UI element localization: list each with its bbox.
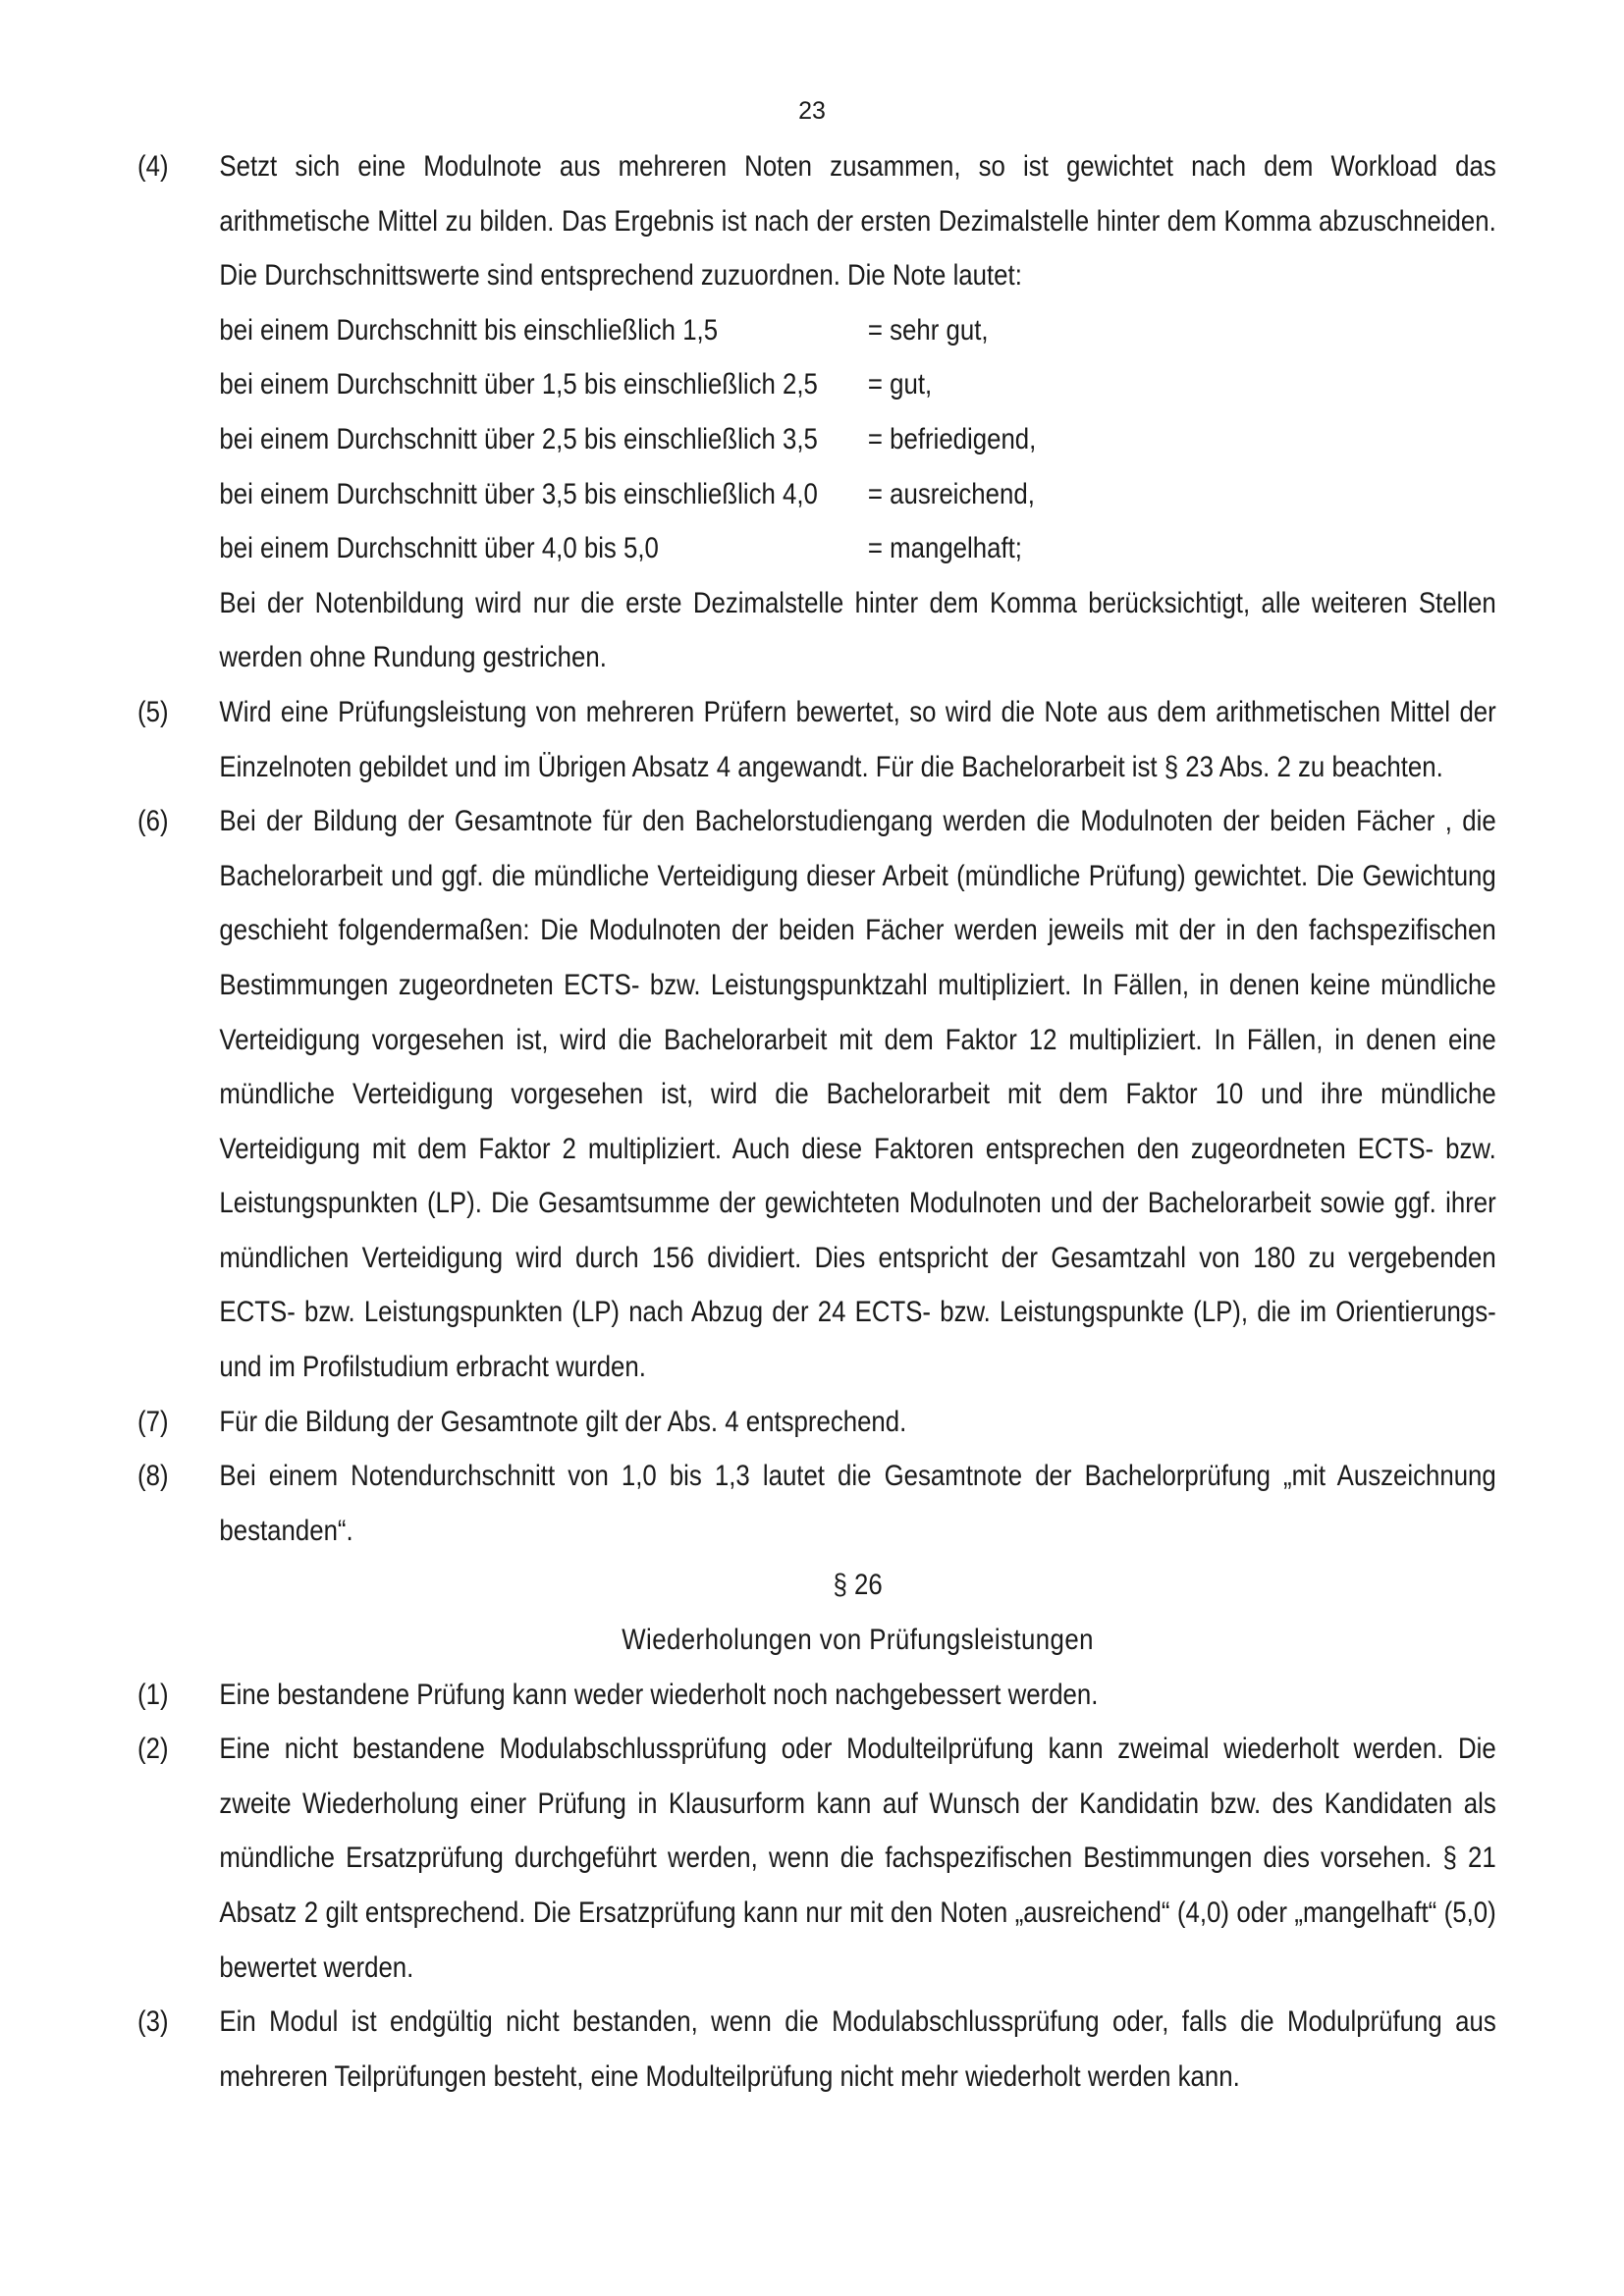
paragraph-text: Bei einem Notendurchschnitt von 1,0 bis 1,3 lautet die Gesamtnote der Bachelorprüfung „mit Auszeichnung bestanden“. [219, 1460, 1496, 1547]
section26-paragraph-2 [137, 1722, 1496, 1995]
paragraph-number: (2) [137, 1733, 169, 1766]
page-content [137, 139, 1496, 2104]
paragraph-number: (7) [137, 1405, 169, 1438]
section-number: § 26 [833, 1569, 883, 1602]
grade-range: bei einem Durchschnitt über 4,0 bis 5,0 [219, 532, 659, 565]
paragraph-text: Ein Modul ist endgültig nicht bestanden, wenn die Modulabschlussprüfung oder, falls die Modulprüfung aus mehreren Teilprüfungen besteht, eine Modulteilprüfung nicht mehr wiederholt werden kann. [219, 2005, 1496, 2093]
grade-range: bei einem Durchschnitt über 1,5 bis einschließlich 2,5 [219, 368, 818, 401]
grade-label: = gut, [867, 368, 933, 401]
grade-row [219, 467, 1495, 522]
grade-row [219, 412, 1495, 467]
paragraph-6 [137, 794, 1496, 1395]
paragraph-4 [137, 139, 1496, 685]
paragraph-text: Eine nicht bestandene Modulabschlussprüfung oder Modulteilprüfung kann zweimal wiederholt werden. Die zweite Wiederholung einer Prüfung in Klausurform kann auf Wunsch der Kandidatin bzw. des Kandidaten als mündliche Ersatzprüfung durchgeführt werden, wenn die fachspezifischen Bestimmungen dies vorsehen. § 21 Absatz 2 gilt entsprechend. Die Ersatzprüfung kann nur mit den Noten „ausreichend“ (4,0) oder „mangelhaft“ (5,0) bewertet werden. [219, 1733, 1496, 1984]
paragraph-number: (1) [137, 1678, 169, 1711]
paragraph-8 [137, 1449, 1496, 1558]
paragraph-number: (8) [137, 1460, 169, 1493]
paragraph-text: Bei der Notenbildung wird nur die erste Dezimalstelle hinter dem Komma berücksichtigt, alle weiteren Stellen werden ohne Rundung gestrichen. [219, 586, 1496, 674]
grade-row [219, 357, 1495, 412]
section-title: Wiederholungen von Prüfungsleistungen [622, 1624, 1094, 1657]
grade-label: = befriedigend, [867, 422, 1037, 455]
paragraph-text: Eine bestandene Prüfung kann weder wiederholt noch nachgebessert werden. [219, 1678, 1099, 1711]
paragraph-number: (4) [137, 150, 169, 183]
section26-paragraph-3 [137, 1995, 1496, 2104]
grade-row [219, 521, 1495, 576]
paragraph-text: Setzt sich eine Modulnote aus mehreren Noten zusammen, so ist gewichtet nach dem Workload das arithmetische Mittel zu bilden. Das Ergebnis ist nach der ersten Dezimalstelle hinter dem Komma abzuschneiden. Die Durchschnittswerte sind entsprechend zuzuordnen. Die Note lautet: [219, 150, 1496, 293]
paragraph-number: (3) [137, 2005, 169, 2039]
grade-range: bei einem Durchschnitt über 2,5 bis einschließlich 3,5 [219, 422, 818, 455]
grade-label: = ausreichend, [867, 477, 1035, 510]
paragraph-5 [137, 685, 1496, 794]
grade-label: = sehr gut, [867, 313, 989, 347]
grade-label: = mangelhaft; [867, 532, 1022, 565]
grade-range: bei einem Durchschnitt bis einschließlich 1,5 [219, 313, 719, 347]
page-number: 23 [798, 97, 826, 125]
grade-range: bei einem Durchschnitt über 3,5 bis einschließlich 4,0 [219, 477, 818, 510]
paragraph-text: Bei der Bildung der Gesamtnote für den Bachelorstudiengang werden die Modulnoten der beiden Fächer , die Bachelorarbeit und ggf. die mündliche Verteidigung dieser Arbeit (mündliche Prüfung) gewichtet. Die Gewichtung geschieht folgendermaßen: Die Modulnoten der beiden Fächer werden jeweils mit der in den fachspezifischen Bestimmungen zugeordneten ECTS- bzw. Leistungspunktzahl multipliziert. In Fällen, in denen keine mündliche Verteidigung vorgesehen ist, wird die Bachelorarbeit mit dem Faktor 12 multipliziert. In Fällen, in denen eine mündliche Verteidigung vorgesehen ist, wird die Bachelorarbeit mit dem Faktor 10 und ihre mündliche Verteidigung mit dem Faktor 2 multipliziert. Auch diese Faktoren entsprechen den zugeordneten ECTS- bzw. Leistungspunkten (LP). Die Gesamtsumme der gewichteten Modulnoten und der Bachelorarbeit sowie ggf. ihrer mündlichen Verteidigung wird durch 156 dividiert. Dies entspricht der Gesamtzahl von 180 zu vergebenden ECTS- bzw. Leistungspunkten (LP) nach Abzug der 24 ECTS- bzw. Leistungspunkte (LP), die im Orientierungs- und im Profilstudium erbracht wurden. [219, 805, 1496, 1384]
section26-paragraph-1 [137, 1668, 1496, 1723]
paragraph-number: (5) [137, 695, 169, 728]
paragraph-number: (6) [137, 805, 169, 838]
paragraph-text: Für die Bildung der Gesamtnote gilt der Abs. 4 entsprechend. [219, 1405, 907, 1438]
paragraph-7 [137, 1395, 1496, 1450]
grade-row [219, 303, 1495, 358]
paragraph-text: Wird eine Prüfungsleistung von mehreren Prüfern bewertet, so wird die Note aus dem arithmetischen Mittel der Einzelnoten gebildet und im Übrigen Absatz 4 angewandt. Für die Bachelorarbeit ist § 23 Abs. 2 zu beachten. [219, 695, 1496, 783]
